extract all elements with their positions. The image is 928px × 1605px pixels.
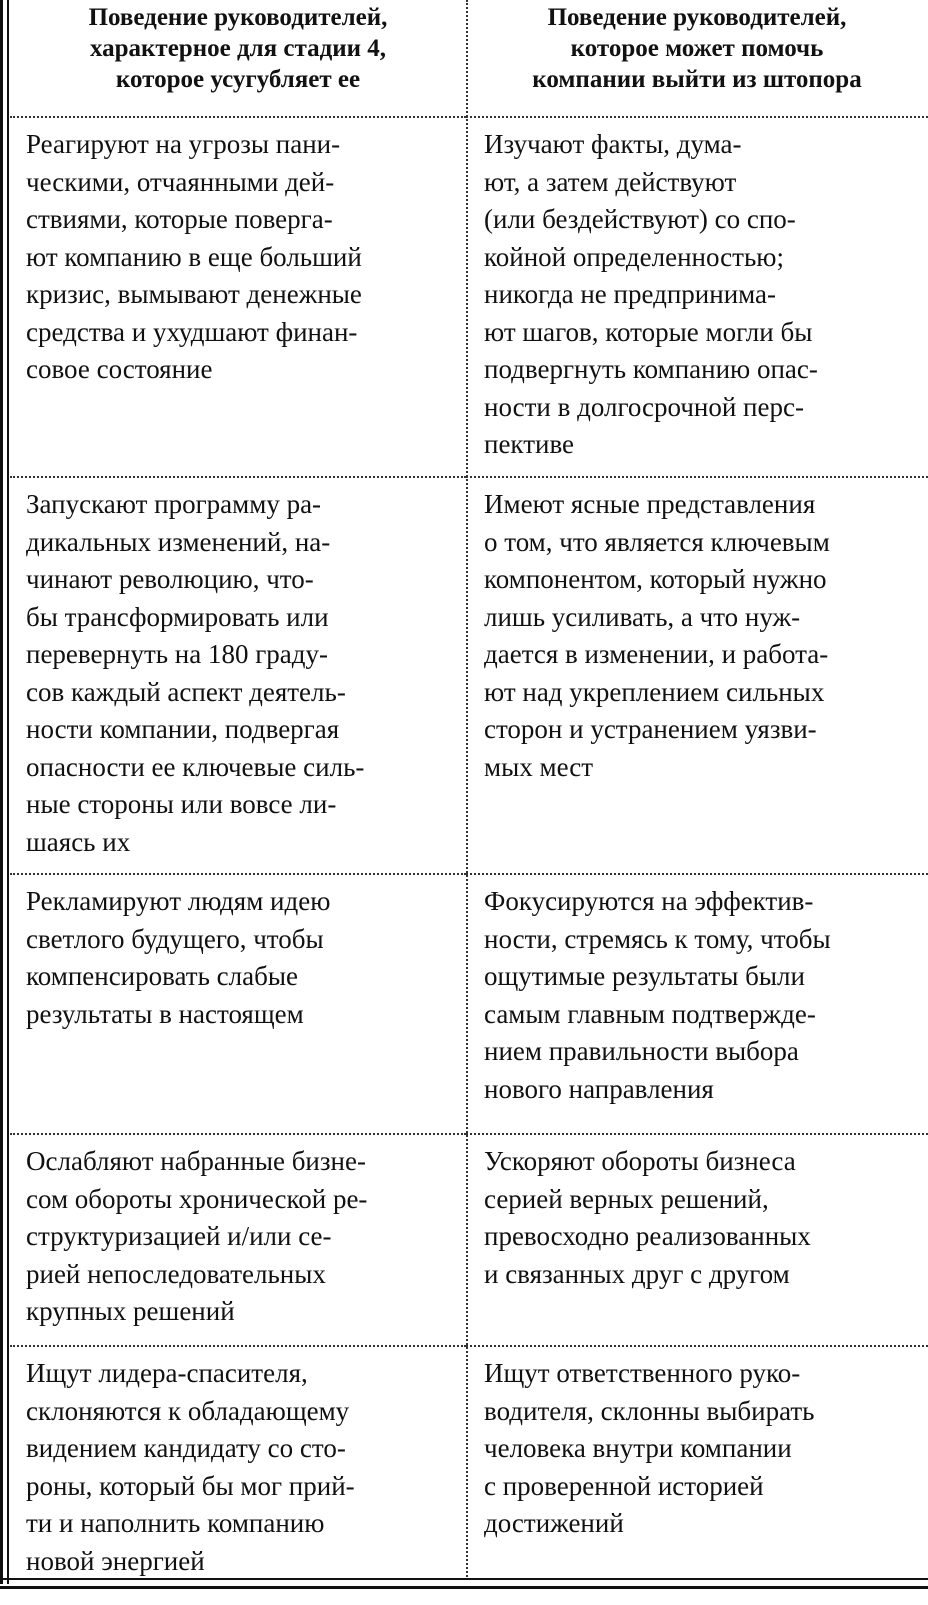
header-worsening-behavior [10,0,466,117]
cell-left [10,1346,466,1605]
cell-right [466,477,928,874]
table-row [10,477,928,874]
table-row [10,874,928,1134]
cell-right [466,1346,928,1605]
cell-text: Фокусируются на эффектив- ности, стремясь к тому, чтобы ощутимые результаты были самым главным подтвержде- нием правильности выбора нового направления [484,886,831,1104]
header-left-text: Поведение руководителей, характерное для стадии 4, которое усугубляет ее [88,4,388,93]
cell-text: Реагируют на угрозы пани- ческими, отчаянными дей- ствиями, которые поверга- ют компанию в еще больший кризис, вымывают денежные средства и ухудшают финан- совое состояние [26,129,362,384]
cell-text: Изучают факты, дума- ют, а затем действуют (или бездействуют) со спо- койной определенностью; никогда не предпринима- ют шагов, которые могли бы подвергнуть компанию опас- ности в долгосрочной перс- пективе [484,129,818,459]
table-row [10,1134,928,1346]
bottom-border-rule [0,1578,928,1580]
cell-text: Ищут ответственного руко- водителя, склонны выбирать человека внутри компании с проверенной историей достижений [484,1358,815,1538]
table-header-row [10,0,928,117]
cell-right [466,874,928,1134]
cell-right [466,1134,928,1346]
cell-text: Ослабляют набранные бизне- сом обороты хронической ре- структуризацией и/или се- рией непоследовательных крупных решений [26,1146,368,1326]
cell-left [10,477,466,874]
header-recovery-behavior [466,0,928,117]
left-border-rule-inner [7,0,9,1584]
cell-left [10,117,466,477]
cell-text: Ищут лидера-спасителя, склоняются к обладающему видением кандидату со сто- роны, который бы мог прий- ти и наполнить компанию новой энергией [26,1358,355,1576]
behavior-comparison-table [10,0,928,1605]
header-right-text: Поведение руководителей, которое может помочь компании выйти из штопора [532,4,862,93]
cell-left [10,874,466,1134]
cell-right [466,117,928,477]
cell-text: Рекламируют людям идею светлого будущего, чтобы компенсировать слабые результаты в настоящем [26,886,331,1029]
cell-text: Запускают программу ра- дикальных изменений, на- чинают революцию, что- бы трансформировать или перевернуть на 180 граду- сов каждый аспект деятель- ности компании, подвергая опасности ее ключевые силь- ные стороны или вовсе ли- шаясь их [26,489,365,857]
table-row [10,117,928,477]
bottom-border-rule-outer [0,1586,928,1589]
left-border-rule [0,0,3,1584]
table-row [10,1346,928,1605]
cell-left [10,1134,466,1346]
cell-text: Имеют ясные представления о том, что является ключевым компонентом, который нужно лишь усиливать, а что нуж- дается в изменении, и работа- ют над укреплением сильных сторон и устранением уязви- мых мест [484,489,830,782]
cell-text: Ускоряют обороты бизнеса серией верных решений, превосходно реализованных и связанных друг с другом [484,1146,811,1289]
